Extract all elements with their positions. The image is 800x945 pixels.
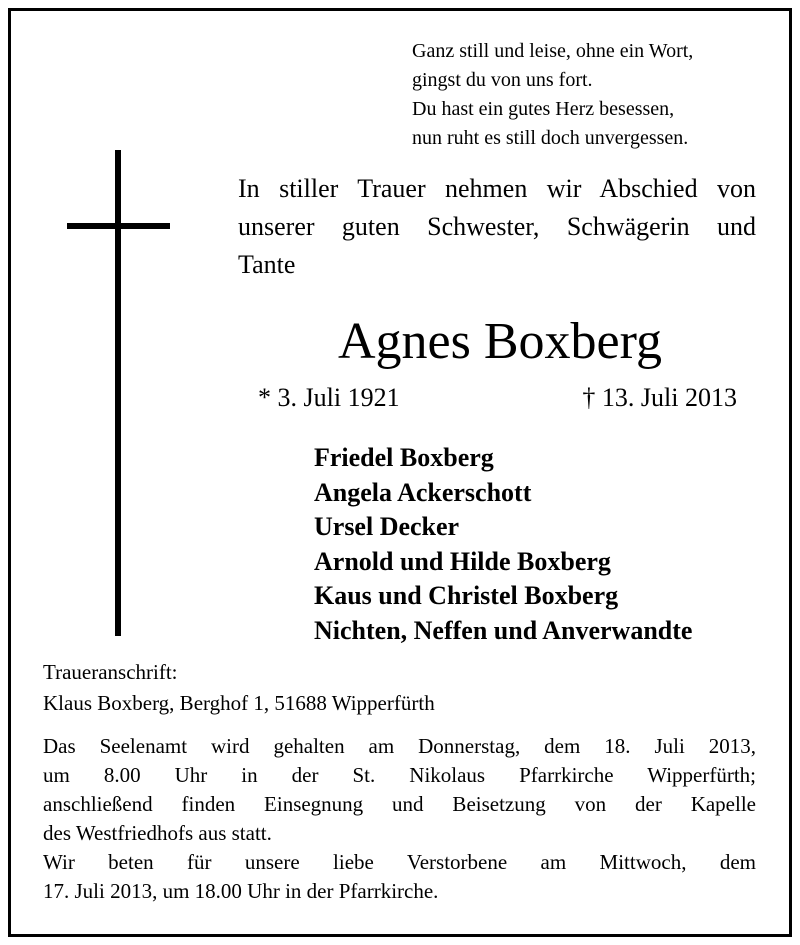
birth-date: * 3. Juli 1921: [258, 383, 400, 412]
mourning-address: [43, 657, 435, 719]
mourner-name: Kaus und Christel Boxberg: [314, 581, 619, 610]
mourner-name: Arnold und Hilde Boxberg: [314, 546, 611, 576]
poem-line: nun ruht es still doch unvergessen.: [412, 127, 689, 149]
service-line: anschließend finden Einsegnung und Beisetzung von der Kapelle: [43, 792, 756, 816]
address-value: Klaus Boxberg, Berghof 1, 51688 Wipperfürth: [43, 691, 435, 715]
service-details: [43, 732, 756, 906]
poem-line: Du hast ein gutes Herz besessen,: [412, 98, 675, 120]
poem-line: gingst du von uns fort.: [412, 69, 593, 91]
death-date: † 13. Juli 2013: [582, 383, 737, 412]
service-line: um 8.00 Uhr in der St. Nikolaus Pfarrkirche Wipperfürth;: [43, 763, 756, 787]
intro-line: unserer guten Schwester, Schwägerin und: [238, 212, 756, 241]
cross-horizontal-bar: [67, 223, 170, 229]
poem: [412, 37, 772, 153]
service-line: 17. Juli 2013, um 18.00 Uhr in der Pfarrkirche.: [43, 879, 439, 903]
intro-line: In stiller Trauer nehmen wir Abschied von: [238, 174, 756, 203]
deceased-name: Agnes Boxberg: [337, 313, 662, 370]
service-line: Wir beten für unsere liebe Verstorbene am Mittwoch, dem: [43, 850, 756, 874]
address-label: Traueranschrift:: [43, 660, 178, 684]
intro-line: Tante: [238, 250, 296, 279]
poem-line: Ganz still und leise, ohne ein Wort,: [412, 40, 694, 62]
mourner-name: Ursel Decker: [314, 512, 460, 541]
mourner-name: Angela Ackerschott: [314, 477, 532, 507]
mourners-list: [314, 441, 692, 648]
intro-text: [238, 170, 756, 284]
service-line: Das Seelenamt wird gehalten am Donnerstag, dem 18. Juli 2013,: [43, 734, 756, 758]
mourner-name: Friedel Boxberg: [314, 443, 494, 472]
mourner-name: Nichten, Neffen und Anverwandte: [314, 615, 693, 645]
service-line: des Westfriedhofs aus statt.: [43, 821, 272, 845]
